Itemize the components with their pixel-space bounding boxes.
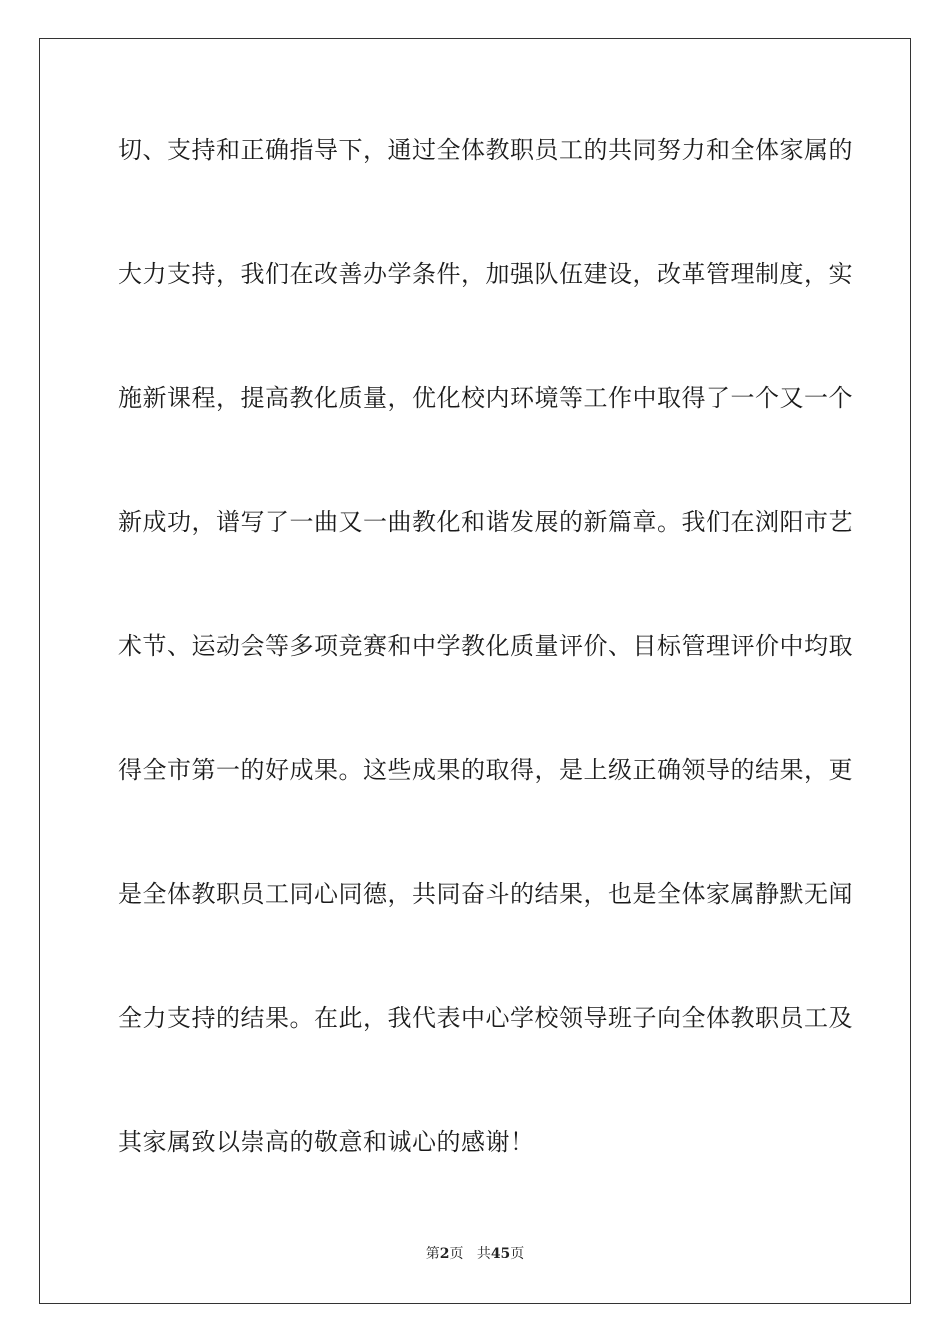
page-border (39, 38, 911, 1304)
paragraph-line-4: 新成功，谱写了一曲又一曲教化和谐发展的新篇章。我们在浏阳市艺 (118, 508, 853, 536)
page-footer (0, 1244, 950, 1264)
paragraph-line-8: 全力支持的结果。在此，我代表中心学校领导班子向全体教职员工及 (118, 1004, 853, 1032)
paragraph-line-6: 得全市第一的好成果。这些成果的取得，是上级正确领导的结果，更 (118, 756, 853, 784)
paragraph-line-5: 术节、运动会等多项竞赛和中学教化质量评价、目标管理评价中均取 (118, 632, 853, 660)
paragraph-line-3: 施新课程，提高教化质量，优化校内环境等工作中取得了一个又一个 (118, 384, 853, 412)
page-number: 2 (439, 1246, 450, 1262)
total-pages: 45 (490, 1246, 511, 1262)
paragraph-line-9: 其家属致以崇高的敬意和诚心的感谢！ (118, 1128, 535, 1156)
total-suffix: 页 (510, 1246, 525, 1262)
page-prefix: 第 (425, 1246, 440, 1262)
paragraph-line-7: 是全体教职员工同心同德，共同奋斗的结果，也是全体家属静默无闻 (118, 880, 853, 908)
paragraph-line-2: 大力支持，我们在改善办学条件，加强队伍建设，改革管理制度，实 (118, 260, 853, 288)
total-prefix: 共 (476, 1246, 491, 1262)
paragraph-line-1: 切、支持和正确指导下，通过全体教职员工的共同努力和全体家属的 (118, 136, 853, 164)
page-suffix: 页 (449, 1246, 464, 1262)
